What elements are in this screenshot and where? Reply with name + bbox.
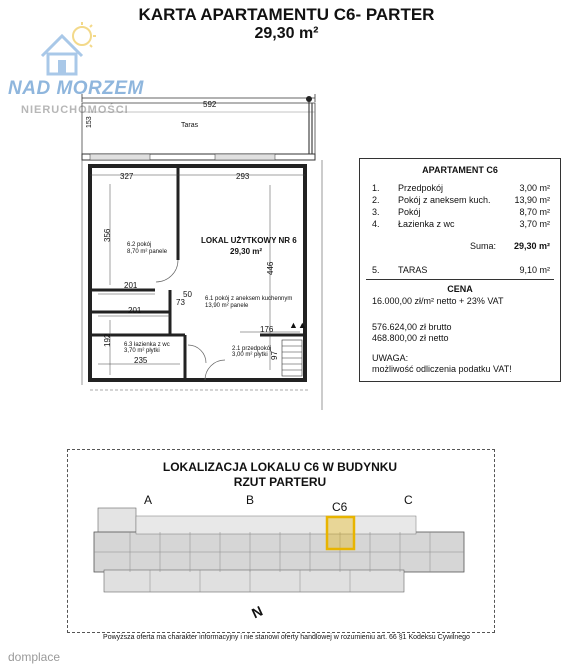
room-area: 3,00 m² xyxy=(519,183,550,193)
room-row-1 xyxy=(372,183,550,194)
dim-73: 73 xyxy=(176,298,185,307)
dim-446: 446 xyxy=(266,261,275,275)
dim-293: 293 xyxy=(236,172,250,181)
dim-235: 235 xyxy=(134,356,148,365)
dim-201-b: 201 xyxy=(128,306,142,315)
house-sun-logo-icon xyxy=(38,22,98,78)
terrace-label: Taras xyxy=(181,122,199,129)
room-2-1-label: 2.1 przedpokój xyxy=(232,346,272,352)
price-title: CENA xyxy=(447,284,473,294)
wing-b-label: B xyxy=(246,493,255,507)
room-area: 8,70 m² xyxy=(519,207,550,217)
terrace-label: TARAS xyxy=(398,265,428,275)
terrace-row xyxy=(372,265,550,276)
price-per-m2: 16.000,00 zł/m² netto + 23% VAT xyxy=(372,296,504,306)
room-row-4 xyxy=(372,219,550,230)
wing-c-label: C xyxy=(404,493,413,507)
apartment-info-panel xyxy=(359,158,561,382)
room-2-1-area: 3,00 m² płytki xyxy=(232,352,268,358)
room-6-3-area: 3,70 m² płytki xyxy=(124,348,160,354)
wing-c6-label: C6 xyxy=(332,500,348,514)
room-label: Łazienka z wc xyxy=(398,219,455,229)
sum-value: 29,30 m² xyxy=(513,241,550,251)
highlight-unit-c6 xyxy=(327,517,354,549)
unit-area: 29,30 m² xyxy=(230,247,263,256)
room-number: 1. xyxy=(372,183,380,193)
floor-plan xyxy=(60,90,350,420)
dim-592: 592 xyxy=(203,100,217,109)
wing-a-label: A xyxy=(144,493,153,507)
room-number: 3. xyxy=(372,207,380,217)
room-row-3 xyxy=(372,207,550,218)
room-number: 4. xyxy=(372,219,380,229)
page-title: KARTA APARTAMENTU C6- PARTER xyxy=(138,5,435,24)
terrace-number: 5. xyxy=(372,265,380,275)
room-number: 2. xyxy=(372,195,380,205)
arrows-up-icon: ▲▲ xyxy=(289,320,307,330)
room-6-3-label: 6.3 łazienka z wc xyxy=(124,342,170,348)
compass-north-icon: N xyxy=(249,602,266,622)
room-6-2-area: 8,70 m² panele xyxy=(127,249,168,255)
room-area: 3,70 m² xyxy=(519,219,550,229)
dim-201-a: 201 xyxy=(124,281,138,290)
brand-subtitle: NIERUCHOMOŚCI xyxy=(21,104,129,116)
dim-50: 50 xyxy=(183,290,192,299)
room-6-1-area: 13,90 m² panele xyxy=(205,303,249,309)
divider xyxy=(366,279,554,280)
note-text: możliwość odliczenia podatku VAT! xyxy=(372,364,512,374)
room-label: Pokój z aneksem kuch. xyxy=(398,195,491,205)
dim-327: 327 xyxy=(120,172,134,181)
sum-row xyxy=(372,241,550,252)
building-plan xyxy=(90,500,470,610)
room-label: Pokój xyxy=(398,207,421,217)
dim-153: 153 xyxy=(86,116,93,128)
dim-97: 97 xyxy=(270,351,279,360)
brand-name: NAD MORZEM xyxy=(8,78,144,99)
disclaimer-text: Powyższa oferta ma charakter informacyjny i nie stanowi oferty handlowej w rozumieniu art. 66 §1 Kodeksu Cywilnego xyxy=(103,634,470,641)
note-title: UWAGA: xyxy=(372,353,409,363)
page-subtitle-area: 29,30 m² xyxy=(254,25,319,42)
watermark: domplace xyxy=(8,650,61,664)
sum-label: Suma: xyxy=(470,241,497,251)
room-6-1-label: 6.1 pokój z aneksem kuchennym xyxy=(205,296,293,302)
room-area: 13,90 m² xyxy=(514,195,550,205)
dim-356: 356 xyxy=(103,228,112,242)
dim-176: 176 xyxy=(260,325,274,334)
price-net: 468.800,00 zł netto xyxy=(372,333,449,343)
room-row-2 xyxy=(372,195,550,206)
price-gross: 576.624,00 zł brutto xyxy=(372,322,452,332)
location-title: LOKALIZACJA LOKALU C6 W BUDYNKU xyxy=(162,460,398,474)
dim-192: 192 xyxy=(103,333,112,347)
unit-label: LOKAL UŻYTKOWY NR 6 xyxy=(201,236,297,245)
room-label: Przedpokój xyxy=(398,183,444,193)
apartment-info-title: APARTAMENT C6 xyxy=(422,165,498,175)
room-6-2-label: 6.2 pokój xyxy=(127,242,152,248)
location-subtitle: RZUT PARTERU xyxy=(233,475,327,489)
terrace-area: 9,10 m² xyxy=(519,265,550,275)
